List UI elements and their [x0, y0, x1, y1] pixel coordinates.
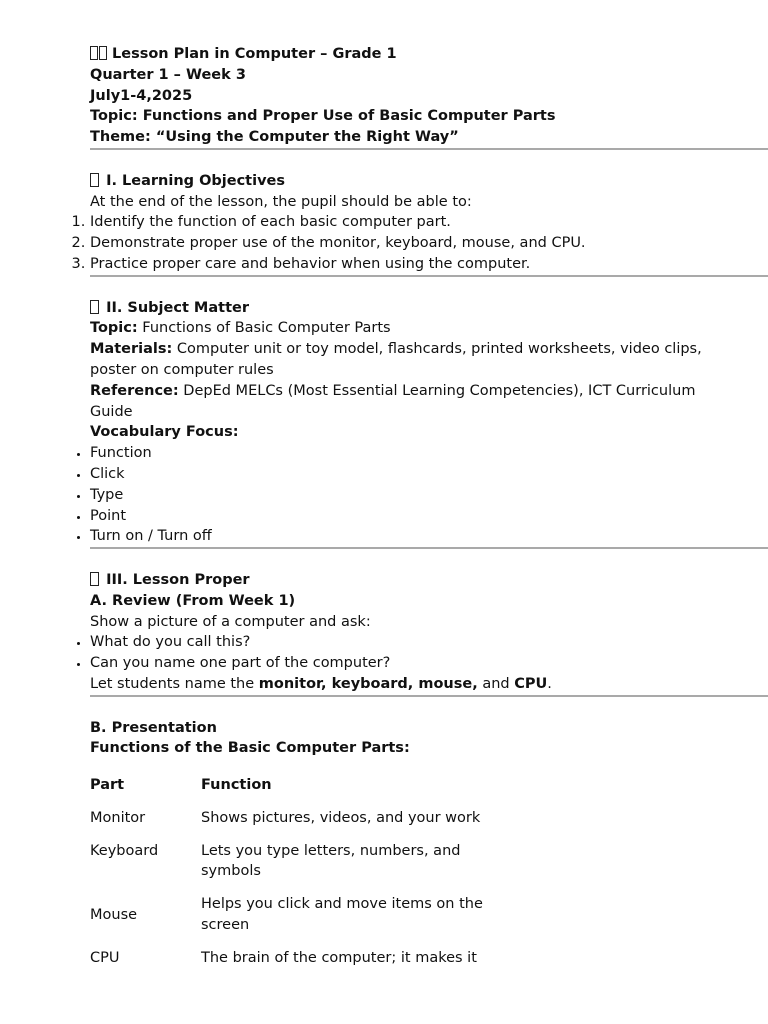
list-item: 1. Identify the function of each basic computer part. — [90, 212, 768, 233]
emoji-icon — [90, 46, 108, 60]
objectives-list — [0, 212, 768, 274]
table-row — [90, 942, 501, 975]
part-cell: Mouse — [90, 906, 138, 923]
target-icon — [90, 173, 99, 187]
header-block — [0, 44, 768, 148]
function-cell: Shows pictures, videos, and your work — [201, 809, 481, 826]
vocab-label: Vocabulary Focus: — [90, 424, 239, 441]
list-item: • Type — [90, 485, 768, 506]
presentation-heading: B. Presentation — [90, 719, 217, 736]
list-item: 3. Practice proper care and behavior when using the computer. — [90, 254, 768, 275]
column-header-part: Part — [90, 777, 125, 794]
book-icon — [90, 300, 99, 314]
presentation-section — [0, 718, 768, 760]
list-item: • Turn on / Turn off — [90, 526, 768, 547]
review-heading: A. Review (From Week 1) — [90, 592, 296, 609]
subject-matter-heading: II. Subject Matter — [90, 298, 728, 319]
theme-line: Theme: “Using the Computer the Right Way” — [90, 129, 459, 146]
document-page — [0, 44, 768, 975]
function-cell: Helps you click and move items on the screen — [201, 896, 483, 934]
table-header-row — [90, 769, 501, 802]
column-header-function: Function — [201, 777, 272, 794]
topic-field: Topic: Functions of Basic Computer Parts — [90, 320, 391, 337]
function-cell: Lets you type letters, numbers, and symbols — [201, 842, 461, 880]
computer-parts-table — [90, 769, 501, 975]
reference-field: Reference: DepEd MELCs (Most Essential Learning Competencies), ICT Curriculum Guide — [90, 382, 696, 420]
list-item: • Click — [90, 464, 768, 485]
function-cell: The brain of the computer; it makes it — [201, 949, 477, 966]
part-cell: Monitor — [90, 809, 146, 826]
clipboard-icon — [90, 572, 99, 586]
review-closing: Let students name the monitor, keyboard, mouse, and CPU. — [90, 675, 552, 692]
lesson-proper-heading: III. Lesson Proper — [90, 570, 728, 591]
topic-line: Topic: Functions and Proper Use of Basic Computer Parts — [90, 108, 556, 125]
part-cell: Keyboard — [90, 842, 159, 859]
table-row — [90, 835, 501, 889]
list-item: 2. Demonstrate proper use of the monitor, keyboard, mouse, and CPU. — [90, 233, 768, 254]
table-title: Functions of the Basic Computer Parts: — [90, 740, 410, 757]
list-item: • Can you name one part of the computer? — [90, 653, 768, 674]
lesson-title: Lesson Plan in Computer – Grade 1 — [90, 44, 728, 65]
list-item: • Point — [90, 506, 768, 527]
vocab-list — [0, 443, 768, 547]
part-cell: CPU — [90, 949, 120, 966]
review-closing-block — [0, 674, 768, 695]
review-intro: Show a picture of a computer and ask: — [90, 613, 371, 630]
table-row — [90, 888, 501, 942]
date-line: July1-4,2025 — [90, 87, 193, 104]
list-item: • Function — [90, 443, 768, 464]
objectives-intro: At the end of the lesson, the pupil should be able to: — [90, 193, 472, 210]
objectives-section — [0, 171, 768, 213]
subject-matter-section — [0, 298, 768, 444]
review-questions — [0, 632, 768, 674]
objectives-heading: I. Learning Objectives — [90, 171, 728, 192]
quarter-line: Quarter 1 – Week 3 — [90, 66, 246, 83]
table-row — [90, 802, 501, 835]
lesson-proper-section — [0, 570, 768, 632]
list-item: • What do you call this? — [90, 632, 768, 653]
materials-field: Materials: Computer unit or toy model, flashcards, printed worksheets, video clips, poster on computer rules — [90, 341, 702, 378]
